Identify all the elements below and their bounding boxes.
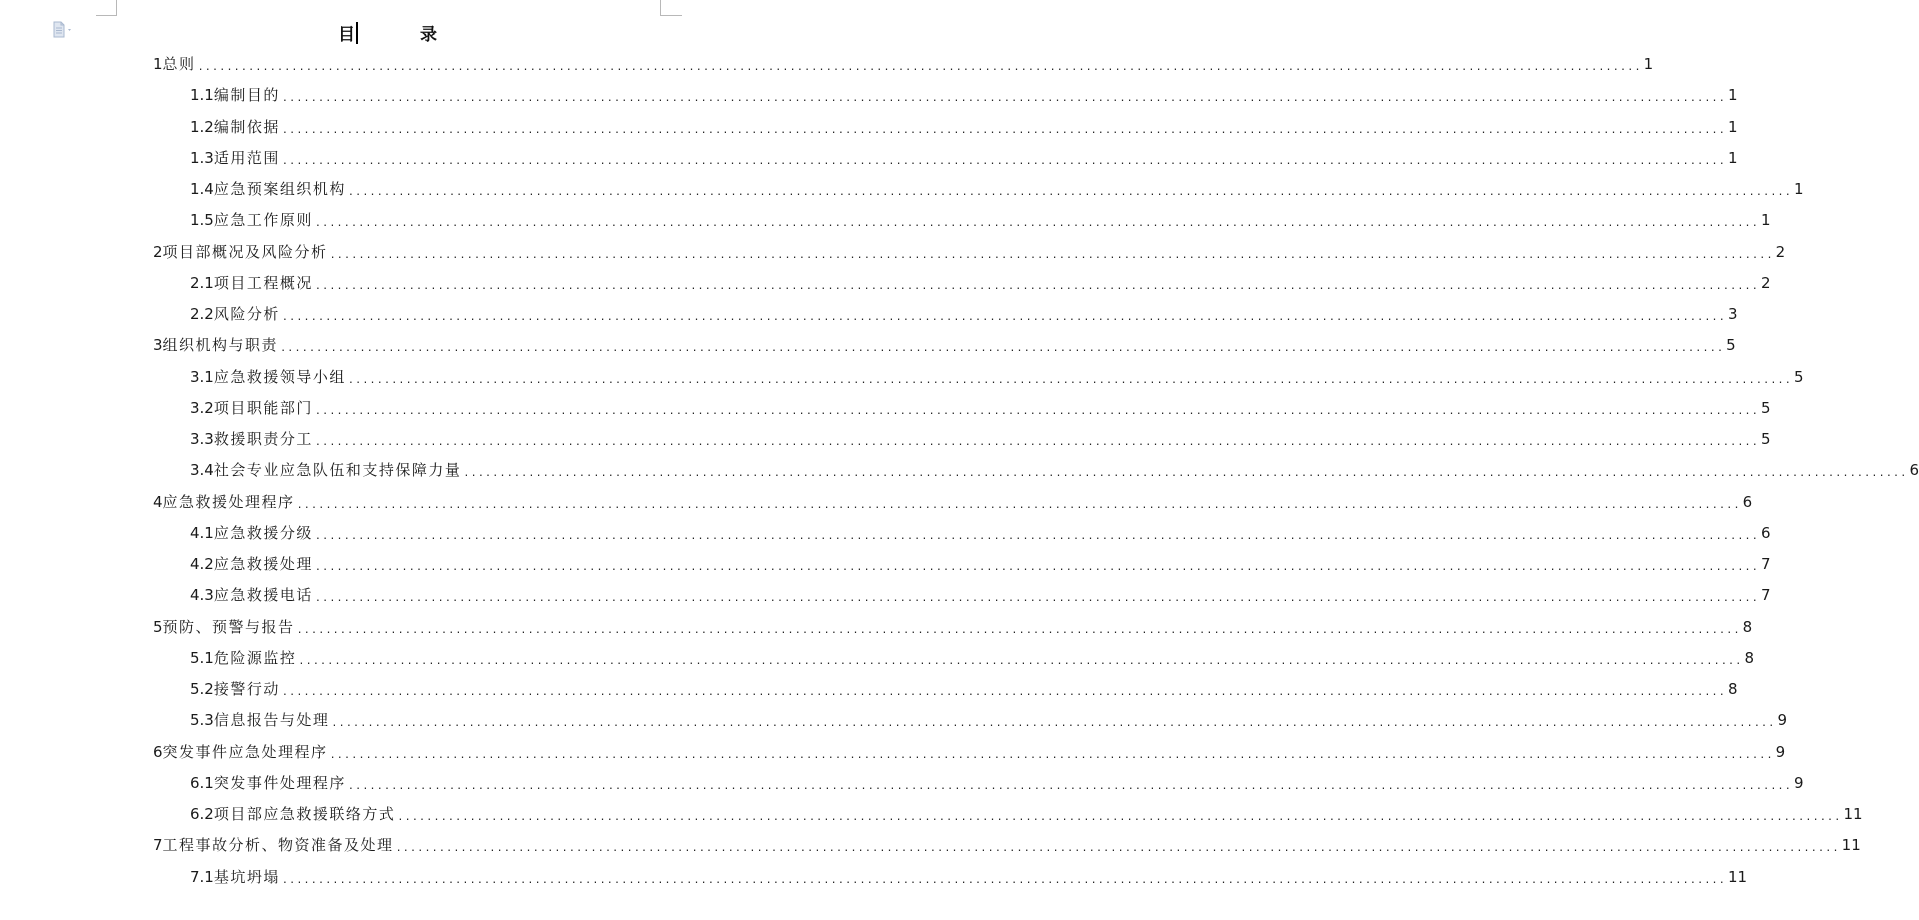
toc-entry-page-number: 1	[1760, 211, 1771, 230]
dot-leader: ........................................................................................................................................................................................................	[314, 218, 1759, 230]
crop-mark-top-right-horizontal	[660, 15, 682, 16]
toc-entry[interactable]	[153, 330, 1736, 361]
dot-leader: ........................................................................................................................................................................................................	[347, 374, 1792, 386]
dot-leader: ........................................................................................................................................................................................................	[281, 124, 1726, 136]
toc-entry[interactable]	[153, 237, 1786, 268]
toc-entry-title: 项目工程概况	[213, 273, 313, 292]
toc-entry-page-number: 5	[1760, 430, 1771, 448]
dot-leader: ........................................................................................................................................................................................................	[280, 343, 1725, 355]
toc-entry-number: 6.1	[190, 773, 214, 792]
dot-leader: ........................................................................................................................................................................................................	[314, 437, 1759, 448]
dot-leader: ........................................................................................................................................................................................................	[463, 468, 1908, 480]
toc-entry-title: 应急救援分级	[213, 523, 313, 542]
toc-entry-page-number: 2	[1775, 242, 1786, 261]
toc-entry-title: 危险源监控	[213, 648, 297, 667]
dot-leader: ........................................................................................................................................................................................................	[281, 312, 1726, 323]
toc-entry-title: 项目职能部门	[213, 398, 313, 417]
toc-entry-title: 接警行动	[213, 680, 280, 698]
toc-entry[interactable]	[190, 455, 1919, 486]
toc-entry[interactable]	[190, 205, 1771, 236]
toc-entry-title: 突发事件应急处理程序	[162, 742, 328, 761]
toc-entry-page-number: 8	[1742, 617, 1753, 636]
toc-entry[interactable]	[153, 737, 1786, 768]
toc-entry[interactable]	[153, 612, 1753, 643]
toc-entry-number: 3.2	[190, 398, 214, 417]
toc-entry[interactable]	[190, 518, 1771, 549]
crop-mark-top-left-vertical	[116, 0, 117, 16]
dot-leader: ........................................................................................................................................................................................................	[314, 562, 1759, 573]
toc-entry-page-number: 8	[1727, 680, 1738, 698]
toc-entry[interactable]	[190, 143, 1738, 174]
toc-entry-page-number: 11	[1841, 836, 1861, 855]
toc-entry-page-number: 1	[1643, 55, 1654, 73]
toc-entry-number: 3	[153, 336, 163, 355]
toc-entry-title: 预防、预警与报告	[162, 617, 295, 636]
toc-entry[interactable]	[190, 643, 1755, 674]
dot-leader: ........................................................................................................................................................................................................	[281, 155, 1726, 167]
dot-leader: ........................................................................................................................................................................................................	[296, 499, 1741, 511]
toc-entry-title: 工程事故分析、物资准备及处理	[162, 836, 394, 855]
crop-mark-top-left-horizontal	[96, 15, 117, 16]
toc-entry-title: 总则	[162, 55, 196, 73]
dot-leader: ........................................................................................................................................................................................................	[281, 874, 1726, 886]
toc-entry-title: 应急工作原则	[213, 211, 313, 230]
dot-leader: ........................................................................................................................................................................................................	[395, 843, 1840, 855]
toc-entry-title: 风险分析	[213, 305, 280, 323]
toc-entry[interactable]	[190, 705, 1788, 736]
toc-entry[interactable]	[153, 830, 1861, 861]
toc-entry-page-number: 1	[1793, 180, 1804, 198]
dot-leader: ........................................................................................................................................................................................................	[314, 280, 1759, 292]
toc-entry-page-number: 9	[1775, 742, 1786, 761]
toc-entry-title: 应急救援处理	[213, 555, 313, 573]
toc-entry-number: 2	[153, 242, 163, 261]
toc-entry-number: 1.4	[190, 180, 214, 198]
toc-entry[interactable]	[190, 674, 1738, 705]
toc-entry-number: 6.2	[190, 805, 214, 823]
toc-entry[interactable]	[190, 549, 1771, 580]
toc-entry-page-number: 11	[1727, 867, 1748, 886]
toc-heading: 目 录	[338, 25, 461, 45]
toc-entry-title: 基坑坍塌	[213, 867, 280, 886]
toc-entry-number: 5.3	[190, 711, 214, 730]
dot-leader: ........................................................................................................................................................................................................	[296, 624, 1741, 636]
toc-entry[interactable]	[190, 862, 1748, 893]
dot-leader: ........................................................................................................................................................................................................	[329, 249, 1774, 261]
toc-entry-number: 4.1	[190, 523, 214, 542]
toc-entry[interactable]	[190, 112, 1738, 143]
toc-entry-number: 1	[153, 55, 163, 73]
dot-leader: ........................................................................................................................................................................................................	[397, 812, 1842, 823]
toc-entry-number: 7.1	[190, 867, 214, 886]
toc-entry-number: 3.3	[190, 430, 214, 448]
toc-entry-number: 5.1	[190, 648, 214, 667]
toc-entry-number: 4	[153, 492, 163, 511]
toc-entry-title: 应急救援处理程序	[162, 492, 295, 511]
toc-entry-title: 应急预案组织机构	[213, 180, 346, 198]
toc-entry[interactable]	[190, 299, 1738, 330]
toc-entry-number: 1.3	[190, 148, 214, 167]
toc-entry-page-number: 7	[1760, 586, 1771, 605]
toc-entry[interactable]	[153, 49, 1654, 80]
toc-entry[interactable]	[190, 174, 1804, 205]
dot-leader: ........................................................................................................................................................................................................	[314, 593, 1759, 605]
toc-entry[interactable]	[190, 80, 1738, 111]
toc-entry-number: 5.2	[190, 680, 214, 698]
toc-entry-page-number: 5	[1760, 398, 1771, 417]
dot-leader: ........................................................................................................................................................................................................	[298, 655, 1743, 667]
crop-mark-top-right-vertical	[660, 0, 661, 16]
dot-leader: ........................................................................................................................................................................................................	[329, 749, 1774, 761]
toc-entry-number: 3.4	[190, 461, 214, 480]
toc-entry-page-number: 6	[1760, 523, 1771, 542]
toc-entry-page-number: 6	[1742, 492, 1753, 511]
dot-leader: ........................................................................................................................................................................................................	[281, 687, 1726, 698]
toc-entry-title: 应急救援领导小组	[213, 367, 346, 386]
toc-entry-number: 1.1	[190, 86, 214, 105]
toc-entry-number: 4.3	[190, 586, 214, 605]
toc-entry-page-number: 3	[1727, 305, 1738, 323]
toc-entry-page-number: 1	[1727, 148, 1738, 167]
toc-entry-page-number: 6	[1909, 461, 1919, 480]
toc-entry-page-number: 9	[1793, 773, 1804, 792]
toc-entry-title: 项目部应急救援联络方式	[213, 805, 396, 823]
toc-entry-title: 社会专业应急队伍和支持保障力量	[213, 461, 462, 480]
toc-entry-page-number: 1	[1727, 117, 1738, 136]
dot-leader: ........................................................................................................................................................................................................	[347, 187, 1792, 198]
toc-entry-page-number: 5	[1793, 367, 1804, 386]
toc-entry-title: 项目部概况及风险分析	[162, 242, 328, 261]
toc-entry[interactable]	[190, 393, 1771, 424]
toc-entry-number: 5	[153, 617, 163, 636]
toc-entry-title: 编制目的	[213, 86, 280, 105]
toc-entry-number: 7	[153, 836, 163, 855]
toc-entry-number: 3.1	[190, 367, 214, 386]
toc-entry[interactable]	[190, 799, 1863, 830]
toc-entry-title: 组织机构与职责	[162, 336, 279, 355]
toc-entry-title: 信息报告与处理	[213, 711, 330, 730]
toc-entry-number: 1.5	[190, 211, 214, 230]
toc-entry-page-number: 7	[1760, 555, 1771, 573]
toc-entry[interactable]	[190, 580, 1771, 611]
toc-entry-title: 救援职责分工	[213, 430, 313, 448]
toc-entry-title: 应急救援电话	[213, 586, 313, 605]
toc-entry[interactable]	[190, 424, 1771, 455]
toc-entry-page-number: 1	[1727, 86, 1738, 105]
toc-entry-page-number: 9	[1777, 711, 1788, 730]
toc-entry-number: 2.2	[190, 305, 214, 323]
toc-entry-page-number: 11	[1843, 805, 1863, 823]
toc-entry[interactable]	[190, 362, 1804, 393]
toc-entry[interactable]	[190, 268, 1771, 299]
dot-leader: ........................................................................................................................................................................................................	[347, 780, 1792, 792]
toc-entry-number: 6	[153, 742, 163, 761]
toc-entry-number: 1.2	[190, 117, 214, 136]
toc-entry-number: 4.2	[190, 555, 214, 573]
toc-entry-title: 编制依据	[213, 117, 280, 136]
toc-entry[interactable]	[190, 768, 1804, 799]
toc-entry-number: 2.1	[190, 273, 214, 292]
toc-entry[interactable]	[153, 487, 1753, 518]
toc-entry-page-number: 5	[1726, 336, 1736, 355]
toc-entry-title: 适用范围	[213, 148, 280, 167]
dot-leader: ........................................................................................................................................................................................................	[331, 718, 1776, 730]
dot-leader: ........................................................................................................................................................................................................	[197, 62, 1642, 73]
dot-leader: ........................................................................................................................................................................................................	[314, 405, 1759, 417]
dot-leader: ........................................................................................................................................................................................................	[314, 530, 1759, 542]
dot-leader: ........................................................................................................................................................................................................	[281, 93, 1726, 105]
toc-entry-page-number: 8	[1744, 648, 1755, 667]
toc-entry-page-number: 2	[1760, 273, 1771, 292]
toc-entry-title: 突发事件处理程序	[213, 773, 346, 792]
